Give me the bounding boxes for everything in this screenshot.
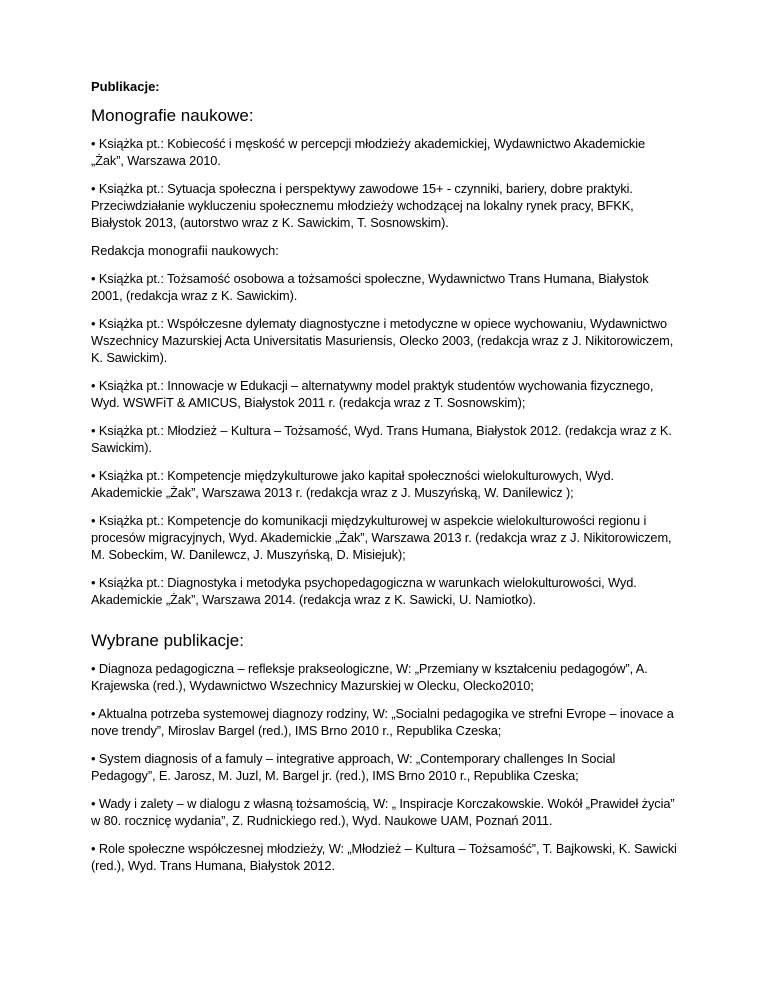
list-item: • Książka pt.: Innowacje w Edukacji – alternatywny model praktyk studentów wychowania fizycznego, Wyd. WSWFiT & AMICUS, Białystok 2011 r. (redakcja wraz z T. Sosnowskim); <box>91 378 654 410</box>
list-item: • Książka pt.: Sytuacja społeczna i perspektywy zawodowe 15+ - czynniki, bariery, dobre praktyki. Przeciwdziałanie wykluczeniu społecznemu młodzieży wchodzącej na lokalny rynek pracy, BFKK, Białystok 2013, (autorstwo wraz z K. Sawickim, T. Sosnowskim). <box>91 181 634 230</box>
list-item: • Książka pt.: Młodzież – Kultura – Tożsamość, Wyd. Trans Humana, Białystok 2012. (redakcja wraz z K. Sawickim). <box>91 423 672 455</box>
list-item: • Role społeczne współczesnej młodzieży, W: „Młodzież – Kultura – Tożsamość”, T. Bajkowski, K. Sawicki (red.), Wyd. Trans Humana, Białystok 2012. <box>91 841 677 873</box>
list-item: • Diagnoza pedagogiczna – refleksje prakseologiczne, W: „Przemiany w kształceniu pedagogów”, A. Krajewska (red.), Wydawnictwo Wszechnicy Mazurskiej w Olecku, Olecko2010; <box>91 661 648 693</box>
list-item: • Książka pt.: Tożsamość osobowa a tożsamości społeczne, Wydawnictwo Trans Humana, Białystok 2001, (redakcja wraz z K. Sawickim). <box>91 271 649 303</box>
redakcja-list <box>91 270 681 608</box>
list-item: • Książka pt.: Kompetencje międzykulturowe jako kapitał społeczności wielokulturowych, Wyd. Akademickie „Żak”, Warszawa 2013 r. (redakcja wraz z J. Muszyńską, W. Danilewicz ); <box>91 468 615 500</box>
list-item: • Książka pt.: Kobiecość i męskość w percepcji młodzieży akademickiej, Wydawnictwo Akademickie „Żak”, Warszawa 2010. <box>91 136 645 168</box>
list-item: • Książka pt.: Diagnostyka i metodyka psychopedagogiczna w warunkach wielokulturowości, Wyd. Akademickie „Żak”, Warszawa 2014. (redakcja wraz z K. Sawicki, U. Namiotko). <box>91 575 637 607</box>
monografie-list <box>91 135 681 231</box>
list-item: • Wady i zalety – w dialogu z własną tożsamością, W: „ Inspiracje Korczakowskie. Wokół „Prawideł życia” w 80. rocznicę wydania”, Z. Rudnickiego red.), Wyd. Naukowe UAM, Poznań 2011. <box>91 796 675 828</box>
list-item: • Książka pt.: Kompetencje do komunikacji międzykulturowej w aspekcie wielokulturowości regionu i procesów migracyjnych, Wyd. Akademickie „Żak”, Warszawa 2013 r. (redakcja wraz z J. Nikitorowiczem, M. Sobeckim, W. Danilewcz, J. Muszyńską, D. Misiejuk); <box>91 513 672 562</box>
section-heading-wybrane: Wybrane publikacje: <box>91 631 244 650</box>
list-item: • Książka pt.: Współczesne dylematy diagnostyczne i metodyczne w opiece wychowaniu, Wydawnictwo Wszechnicy Mazurskiej Acta Universitatis Masuriensis, Olecko 2003, (redakcja wraz z J. Nikitorowiczem, K. Sawickim). <box>91 316 674 365</box>
list-item: • System diagnosis of a famuly – integrative approach, W: „Contemporary challenges In Social Pedagogy”, E. Jarosz, M. Juzl, M. Bargel jr. (red.), IMS Brno 2010 r., Republika Czeska; <box>91 751 616 783</box>
section-heading-monografie: Monografie naukowe: <box>91 106 254 125</box>
document-content <box>91 78 681 885</box>
wybrane-list <box>91 660 681 874</box>
document-title: Publikacje: <box>91 79 160 94</box>
list-item: • Aktualna potrzeba systemowej diagnozy rodziny, W: „Socialni pedagogika ve strefni Evrope – inovace a nove trendy”, Miroslav Bargel (red.), IMS Brno 2010 r., Republika Czeska; <box>91 706 674 738</box>
section-subheading-redakcja: Redakcja monografii naukowych: <box>91 243 279 258</box>
